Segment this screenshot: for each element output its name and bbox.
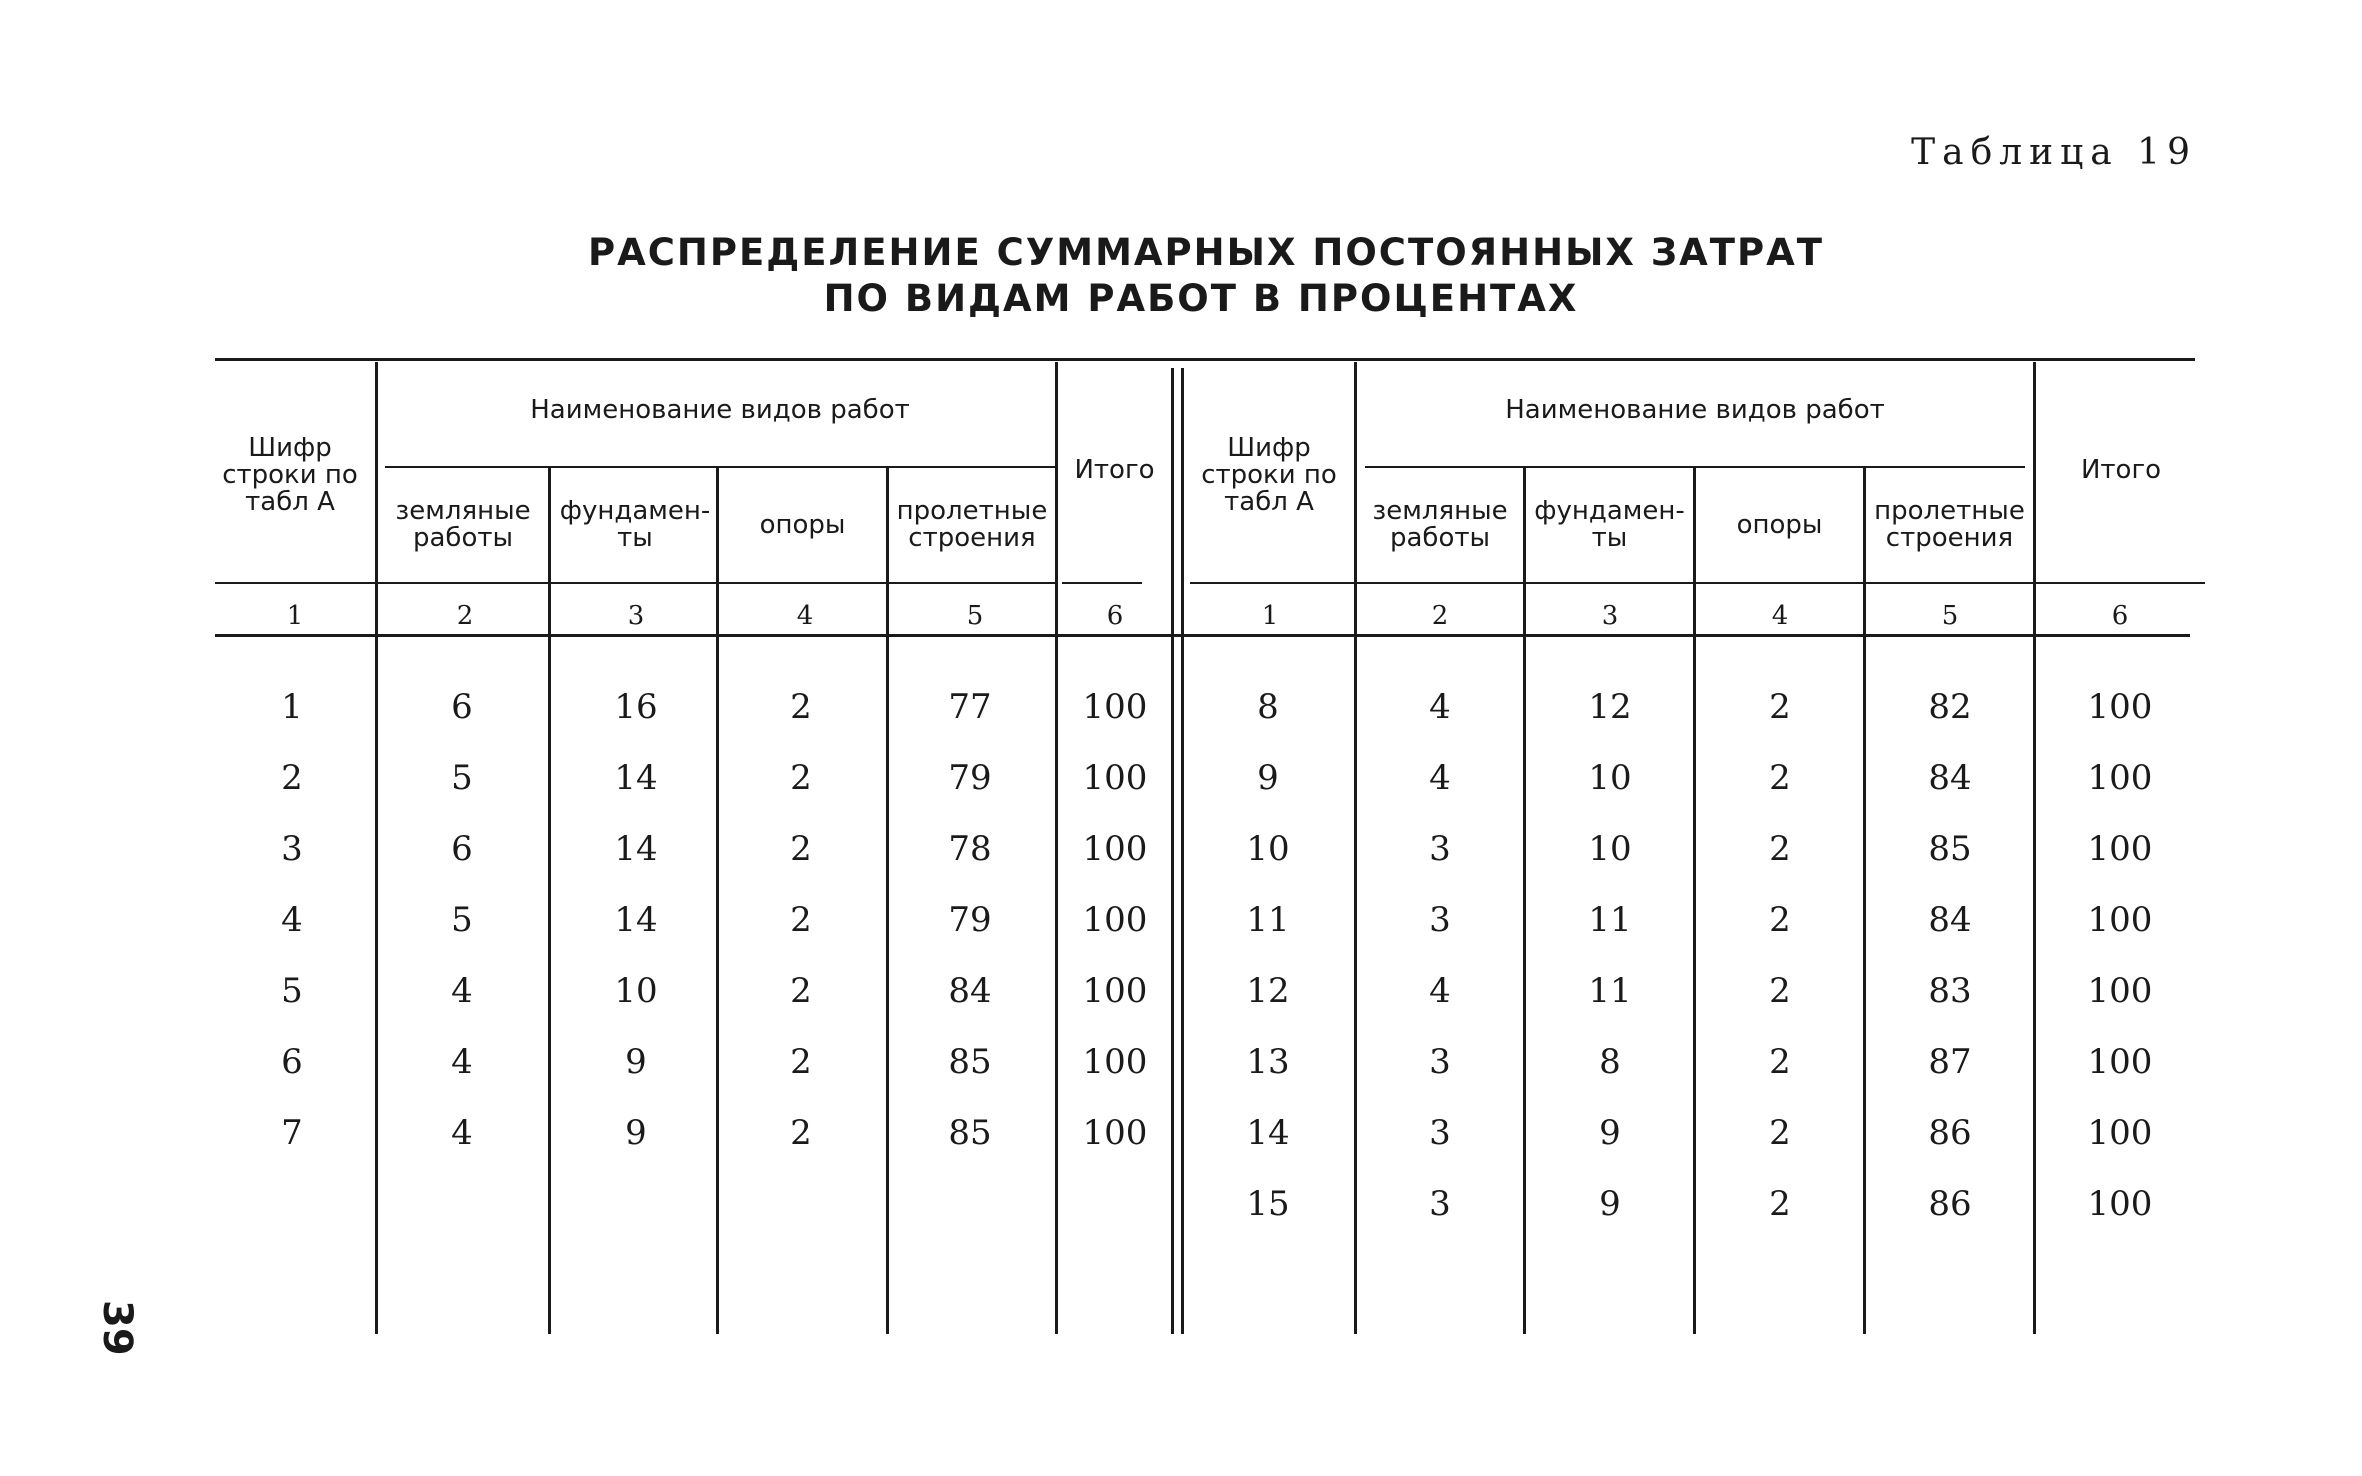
subheader-rule-left bbox=[215, 582, 1055, 584]
table-cell: 3 bbox=[1429, 1042, 1451, 1082]
column-number: 1 bbox=[1261, 600, 1279, 631]
table-title-line-2: ПО ВИДАМ РАБОТ В ПРОЦЕНТАХ bbox=[823, 277, 1579, 320]
table-cell: 4 bbox=[451, 971, 473, 1011]
column-number: 5 bbox=[1941, 600, 1959, 631]
table-cell: 82 bbox=[1928, 687, 1972, 727]
table-cell: 86 bbox=[1928, 1184, 1972, 1224]
table-cell: 5 bbox=[281, 971, 303, 1011]
table-cell: 14 bbox=[614, 900, 658, 940]
table-cell: 10 bbox=[1588, 758, 1632, 798]
table-cell: 5 bbox=[451, 900, 473, 940]
column-number: 3 bbox=[627, 600, 645, 631]
table-cell: 8 bbox=[1257, 687, 1279, 727]
table-cell: 2 bbox=[790, 758, 812, 798]
header-group-label-right bbox=[1357, 385, 2033, 435]
column-number: 1 bbox=[286, 600, 304, 631]
table-cell: 14 bbox=[1246, 1113, 1290, 1153]
table-cell: 100 bbox=[1082, 829, 1148, 869]
table-cell: 9 bbox=[625, 1042, 647, 1082]
table-cell: 9 bbox=[1599, 1184, 1621, 1224]
table-cell: 100 bbox=[1082, 1042, 1148, 1082]
header-total-text: Итого bbox=[1074, 454, 1155, 485]
header-col-earthworks bbox=[378, 490, 548, 560]
header-code-text: Шифр строки по табл А bbox=[1201, 432, 1337, 517]
table-cell: 84 bbox=[1928, 758, 1972, 798]
header-col-spans-right bbox=[1866, 490, 2033, 560]
table-cell: 2 bbox=[1769, 1042, 1791, 1082]
table-cell: 14 bbox=[614, 758, 658, 798]
table-cell: 11 bbox=[1246, 900, 1290, 940]
table-cell: 16 bbox=[614, 687, 658, 727]
column-number: 2 bbox=[1431, 600, 1449, 631]
header-col-spans bbox=[889, 490, 1055, 560]
table-cell: 83 bbox=[1928, 971, 1972, 1011]
table-cell: 10 bbox=[1588, 829, 1632, 869]
table-cell: 100 bbox=[1082, 900, 1148, 940]
table-cell: 79 bbox=[948, 758, 992, 798]
table-cell: 2 bbox=[790, 1042, 812, 1082]
table-cell: 2 bbox=[1769, 1184, 1791, 1224]
table-cell: 9 bbox=[1257, 758, 1279, 798]
header-code-column bbox=[205, 430, 375, 520]
header-code-text: Шифр строки по табл А bbox=[222, 432, 358, 517]
table-cell: 5 bbox=[451, 758, 473, 798]
table-cell: 4 bbox=[281, 900, 303, 940]
header-total-text: Итого bbox=[2080, 454, 2162, 485]
col-rule bbox=[886, 468, 889, 1334]
table-cell: 87 bbox=[1928, 1042, 1972, 1082]
table-cell: 100 bbox=[1082, 687, 1148, 727]
header-col-foundations bbox=[560, 490, 710, 560]
column-number: 2 bbox=[456, 600, 474, 631]
table-cell: 100 bbox=[2087, 1042, 2153, 1082]
table-cell: 78 bbox=[948, 829, 992, 869]
col-rule bbox=[716, 468, 719, 1334]
header-col-foundations-text: фундамен-ты bbox=[559, 496, 711, 553]
table-cell: 4 bbox=[451, 1042, 473, 1082]
table-cell: 2 bbox=[1769, 971, 1791, 1011]
header-bottom-rule bbox=[215, 634, 2190, 637]
table-cell: 8 bbox=[1599, 1042, 1621, 1082]
header-code-column-right bbox=[1184, 430, 1354, 520]
column-number: 3 bbox=[1601, 600, 1619, 631]
table-cell: 79 bbox=[948, 900, 992, 940]
column-number: 6 bbox=[2111, 600, 2129, 631]
table-cell: 85 bbox=[1928, 829, 1972, 869]
header-group-text: Наименование видов работ bbox=[1505, 394, 1885, 425]
table-title-line-1: РАСПРЕДЕЛЕНИЕ СУММАРНЫХ ПОСТОЯННЫХ ЗАТРАТ bbox=[588, 231, 1824, 274]
table-cell: 100 bbox=[1082, 1113, 1148, 1153]
column-number: 4 bbox=[1771, 600, 1789, 631]
column-number: 5 bbox=[966, 600, 984, 631]
table-cell: 15 bbox=[1246, 1184, 1290, 1224]
table-cell: 3 bbox=[1429, 829, 1451, 869]
table-cell: 100 bbox=[1082, 758, 1148, 798]
table-cell: 2 bbox=[790, 1113, 812, 1153]
column-number: 4 bbox=[796, 600, 814, 631]
table-cell: 84 bbox=[1928, 900, 1972, 940]
table-cell: 86 bbox=[1928, 1113, 1972, 1153]
table-cell: 85 bbox=[948, 1042, 992, 1082]
subheader-rule-left-total bbox=[1062, 582, 1142, 584]
table-top-rule bbox=[215, 358, 2195, 361]
header-group-label bbox=[385, 385, 1055, 435]
table-cell: 1 bbox=[281, 687, 303, 727]
table-cell: 3 bbox=[1429, 1113, 1451, 1153]
header-col-spans-text: пролетные строения bbox=[1874, 496, 2025, 553]
table-cell: 2 bbox=[1769, 758, 1791, 798]
table-cell: 11 bbox=[1588, 900, 1632, 940]
col-rule bbox=[1523, 468, 1526, 1334]
table-cell: 2 bbox=[1769, 1113, 1791, 1153]
table-cell: 4 bbox=[1429, 758, 1451, 798]
table-cell: 2 bbox=[790, 971, 812, 1011]
header-col-spans-text: пролетные строения bbox=[896, 496, 1048, 553]
column-number: 6 bbox=[1106, 600, 1124, 631]
table-cell: 100 bbox=[2087, 971, 2153, 1011]
table-cell: 3 bbox=[1429, 900, 1451, 940]
table-cell: 12 bbox=[1246, 971, 1290, 1011]
table-number-label: Таблица 19 bbox=[1911, 132, 2197, 173]
table-cell: 6 bbox=[451, 829, 473, 869]
table-cell: 77 bbox=[948, 687, 992, 727]
table-cell: 4 bbox=[1429, 687, 1451, 727]
group-rule-left bbox=[385, 466, 1055, 468]
header-total-right bbox=[2036, 440, 2206, 500]
header-col-supports-text: опоры bbox=[1736, 509, 1823, 540]
table-cell: 6 bbox=[281, 1042, 303, 1082]
table-cell: 4 bbox=[1429, 971, 1451, 1011]
table-cell: 9 bbox=[1599, 1113, 1621, 1153]
table-cell: 2 bbox=[790, 829, 812, 869]
table-cell: 2 bbox=[790, 900, 812, 940]
table-cell: 10 bbox=[1246, 829, 1290, 869]
table-cell: 84 bbox=[948, 971, 992, 1011]
header-col-foundations-right bbox=[1526, 490, 1693, 560]
table-cell: 2 bbox=[790, 687, 812, 727]
page-number: 39 bbox=[94, 1300, 140, 1356]
table-cell: 3 bbox=[1429, 1184, 1451, 1224]
header-col-supports-text: опоры bbox=[759, 509, 846, 540]
table-cell: 13 bbox=[1246, 1042, 1290, 1082]
header-col-earthworks-text: земляные работы bbox=[395, 496, 531, 553]
table-cell: 2 bbox=[1769, 687, 1791, 727]
header-col-foundations-text: фундамен-ты bbox=[1534, 496, 1685, 553]
table-cell: 12 bbox=[1588, 687, 1632, 727]
header-col-earthworks-right bbox=[1357, 490, 1523, 560]
col-rule bbox=[1693, 468, 1696, 1334]
header-group-text: Наименование видов работ bbox=[530, 394, 910, 425]
table-cell: 9 bbox=[625, 1113, 647, 1153]
table-cell: 6 bbox=[451, 687, 473, 727]
table-cell: 7 bbox=[281, 1113, 303, 1153]
table-cell: 2 bbox=[1769, 900, 1791, 940]
col-rule bbox=[2033, 362, 2036, 1334]
col-rule bbox=[548, 468, 551, 1334]
table-cell: 100 bbox=[2087, 1184, 2153, 1224]
header-col-supports-right bbox=[1696, 490, 1863, 560]
table-cell: 11 bbox=[1588, 971, 1632, 1011]
table-cell: 100 bbox=[2087, 687, 2153, 727]
table-cell: 10 bbox=[614, 971, 658, 1011]
table-cell: 2 bbox=[1769, 829, 1791, 869]
table-cell: 2 bbox=[281, 758, 303, 798]
header-total bbox=[1058, 440, 1171, 500]
table-cell: 100 bbox=[2087, 829, 2153, 869]
table-cell: 100 bbox=[1082, 971, 1148, 1011]
header-col-earthworks-text: земляные работы bbox=[1372, 496, 1508, 553]
col-rule bbox=[1863, 468, 1866, 1334]
table-cell: 4 bbox=[451, 1113, 473, 1153]
table-cell: 85 bbox=[948, 1113, 992, 1153]
subheader-rule-right bbox=[1190, 582, 2205, 584]
header-col-supports bbox=[719, 490, 886, 560]
table-cell: 100 bbox=[2087, 758, 2153, 798]
table-cell: 3 bbox=[281, 829, 303, 869]
table-cell: 100 bbox=[2087, 1113, 2153, 1153]
table-cell: 100 bbox=[2087, 900, 2153, 940]
table-cell: 14 bbox=[614, 829, 658, 869]
